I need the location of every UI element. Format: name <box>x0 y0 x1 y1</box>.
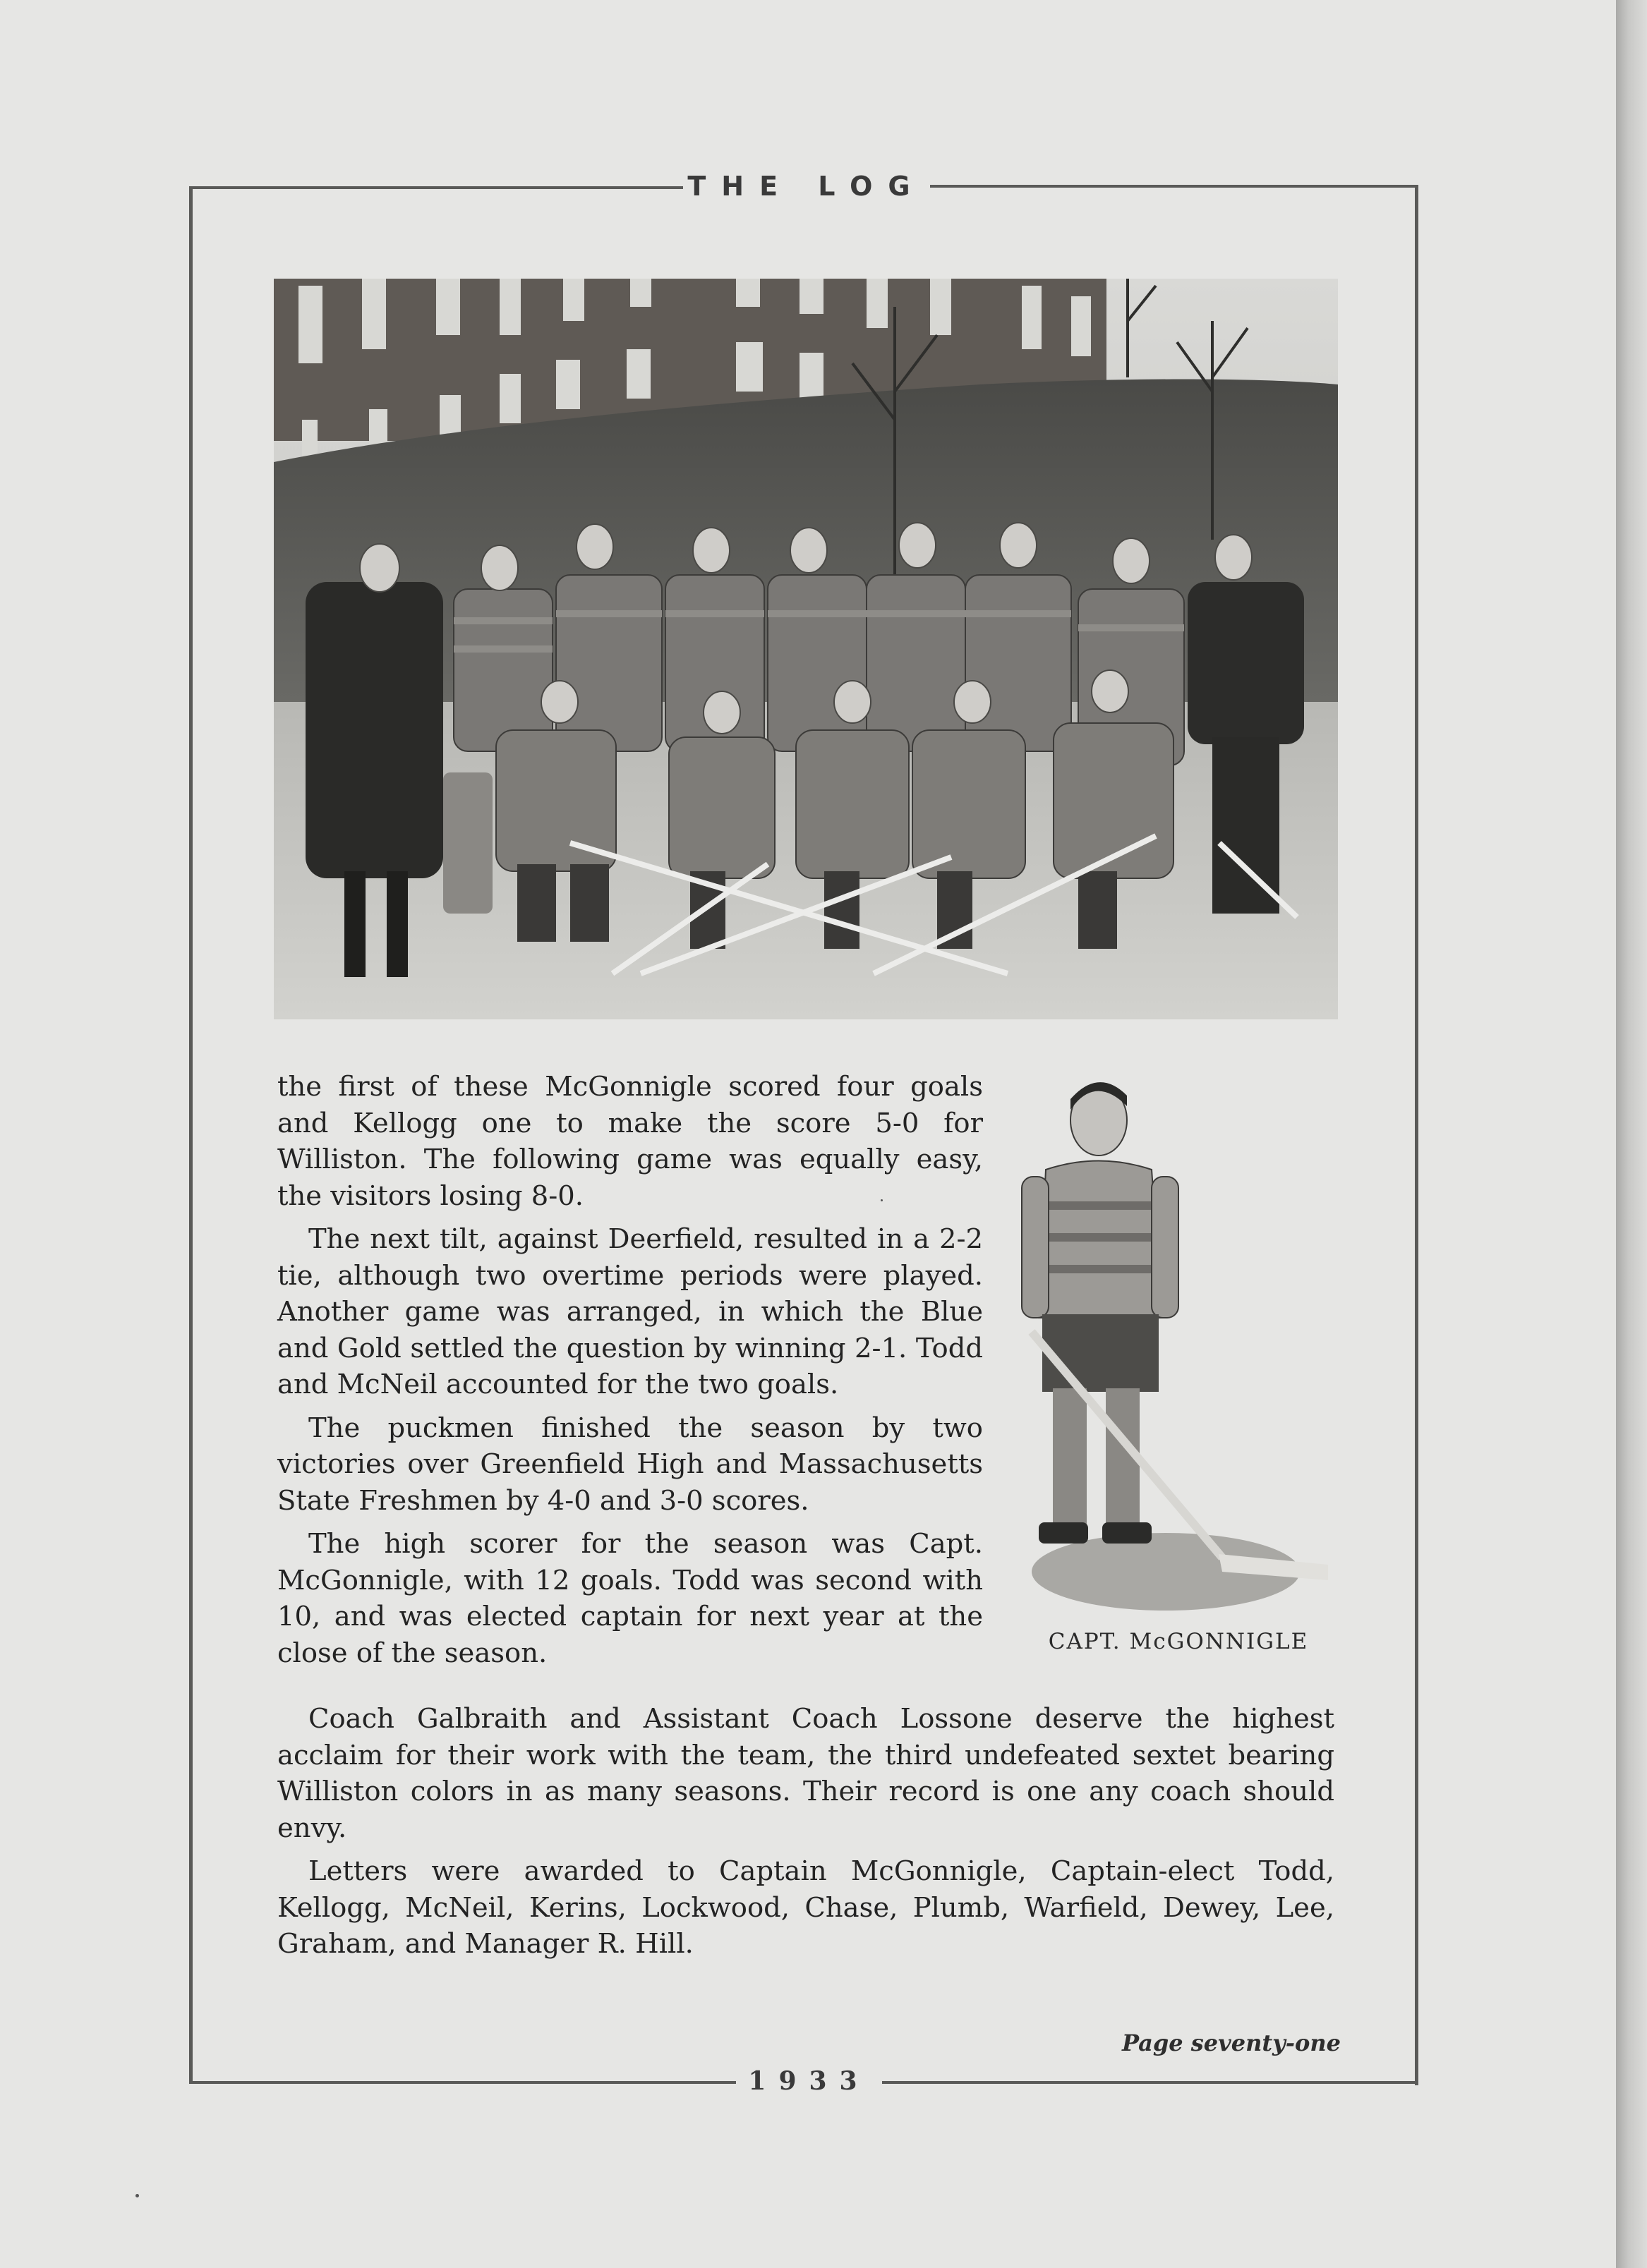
captain-photo-caption: CAPT. McGONNIGLE <box>1048 1629 1309 1654</box>
body-paragraph: the first of these McGonnigle scored four goals and Kellogg one to make the score 5-0 for Williston. The following game was equally easy, the visitors losing 8-0. <box>277 1071 983 1212</box>
team-photo-illustration <box>274 279 1338 1019</box>
frame-bottom-right-rule <box>882 2081 1418 2084</box>
frame-top-right-rule <box>930 185 1418 188</box>
body-paragraph: The next tilt, against Deerfield, resulted in a 2-2 tie, although two overtime periods were played. Another game was arranged, in which the Blue and Gold settled the question by winning 2-1. Todd and McNeil accounted for the two goals. <box>277 1223 983 1400</box>
frame-right-rule <box>1415 185 1418 2085</box>
body-paragraph: Coach Galbraith and Assistant Coach Lossone deserve the highest acclaim for their work with the team, the third undefeated sextet bearing Williston colors in as many seasons. Their record is one any coach should envy. <box>277 1703 1334 1844</box>
frame-top-left-rule <box>189 186 683 189</box>
captain-photo-illustration <box>1010 1078 1342 1628</box>
page-edge <box>1616 0 1647 2268</box>
running-header: THE LOG <box>687 171 926 202</box>
print-speck <box>135 2194 139 2197</box>
running-footer-year: 1933 <box>748 2066 870 2096</box>
frame-bottom-left-rule <box>193 2081 736 2084</box>
page-number: Page seventy-one <box>1121 2030 1341 2056</box>
body-text-narrow-column <box>277 1069 983 1671</box>
body-paragraph: Letters were awarded to Captain McGonnigle, Captain-elect Todd, Kellogg, McNeil, Kerins, Lockwood, Chase, Plumb, Warfield, Dewey, Lee, Graham, and Manager R. Hill. <box>277 1855 1334 1960</box>
frame-left-rule <box>189 186 193 2084</box>
body-paragraph: The puckmen finished the season by two victories over Greenfield High and Massachusetts State Freshmen by 4-0 and 3-0 scores. <box>277 1412 983 1517</box>
print-speck <box>881 1199 883 1201</box>
captain-photo <box>1010 1078 1342 1628</box>
team-photo <box>274 279 1338 1019</box>
body-text-wide-column <box>277 1701 1334 1963</box>
body-paragraph: The high scorer for the season was Capt. McGonnigle, with 12 goals. Todd was second with 10, and was elected captain for next year at the close of the season. <box>277 1528 983 1669</box>
